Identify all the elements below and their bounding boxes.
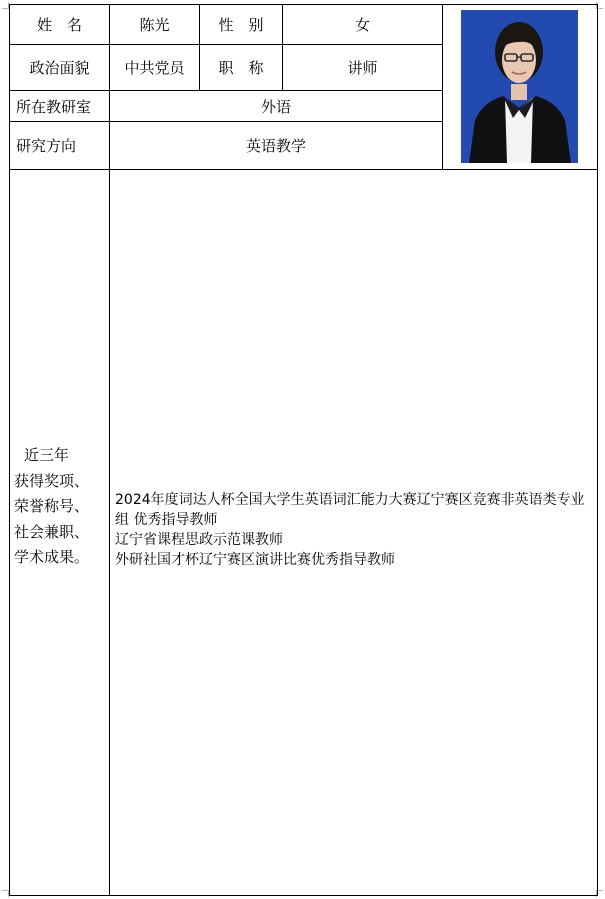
- research-label: 研究方向: [16, 137, 77, 155]
- political-status-label: 政治面貌: [29, 59, 90, 77]
- achievement-item: 外研社国才杯辽宁赛区演讲比赛优秀指导教师: [115, 552, 395, 568]
- achievement-item: 2024年度词达人杯全国大学生英语词汇能力大赛辽宁赛区竞赛非英语类专业组 优秀指导教师: [115, 492, 585, 528]
- name-value: 陈光: [139, 16, 170, 34]
- column-divider: [442, 4, 443, 169]
- gender-label: 性 别: [218, 16, 264, 34]
- corner-mark: [2, 2, 9, 9]
- office-label: 所在教研室: [16, 97, 92, 116]
- portrait-icon: [461, 10, 578, 163]
- achievements-label-line: 荣誉称号、: [14, 497, 90, 515]
- office-value: 外语: [260, 97, 291, 116]
- gender-value: 女: [354, 16, 370, 34]
- job-title-value: 讲师: [347, 59, 378, 77]
- achievements-label-line: 获得奖项、: [14, 471, 90, 490]
- job-title-label: 职 称: [218, 59, 264, 77]
- achievements-label-line: 近三年: [24, 446, 70, 464]
- achievements-label: [10, 443, 109, 571]
- achievements-content: [115, 490, 585, 570]
- name-label: 姓 名: [36, 16, 82, 34]
- corner-mark: [2, 890, 9, 897]
- research-value: 英语教学: [245, 137, 306, 155]
- achievements-label-line: 社会兼职、: [14, 522, 90, 541]
- portrait-photo: [461, 10, 578, 163]
- achievement-item: 辽宁省课程思政示范课教师: [115, 532, 283, 548]
- political-status-value: 中共党员: [124, 59, 185, 77]
- row-divider: [9, 169, 598, 170]
- achievements-label-line: 学术成果。: [14, 548, 90, 566]
